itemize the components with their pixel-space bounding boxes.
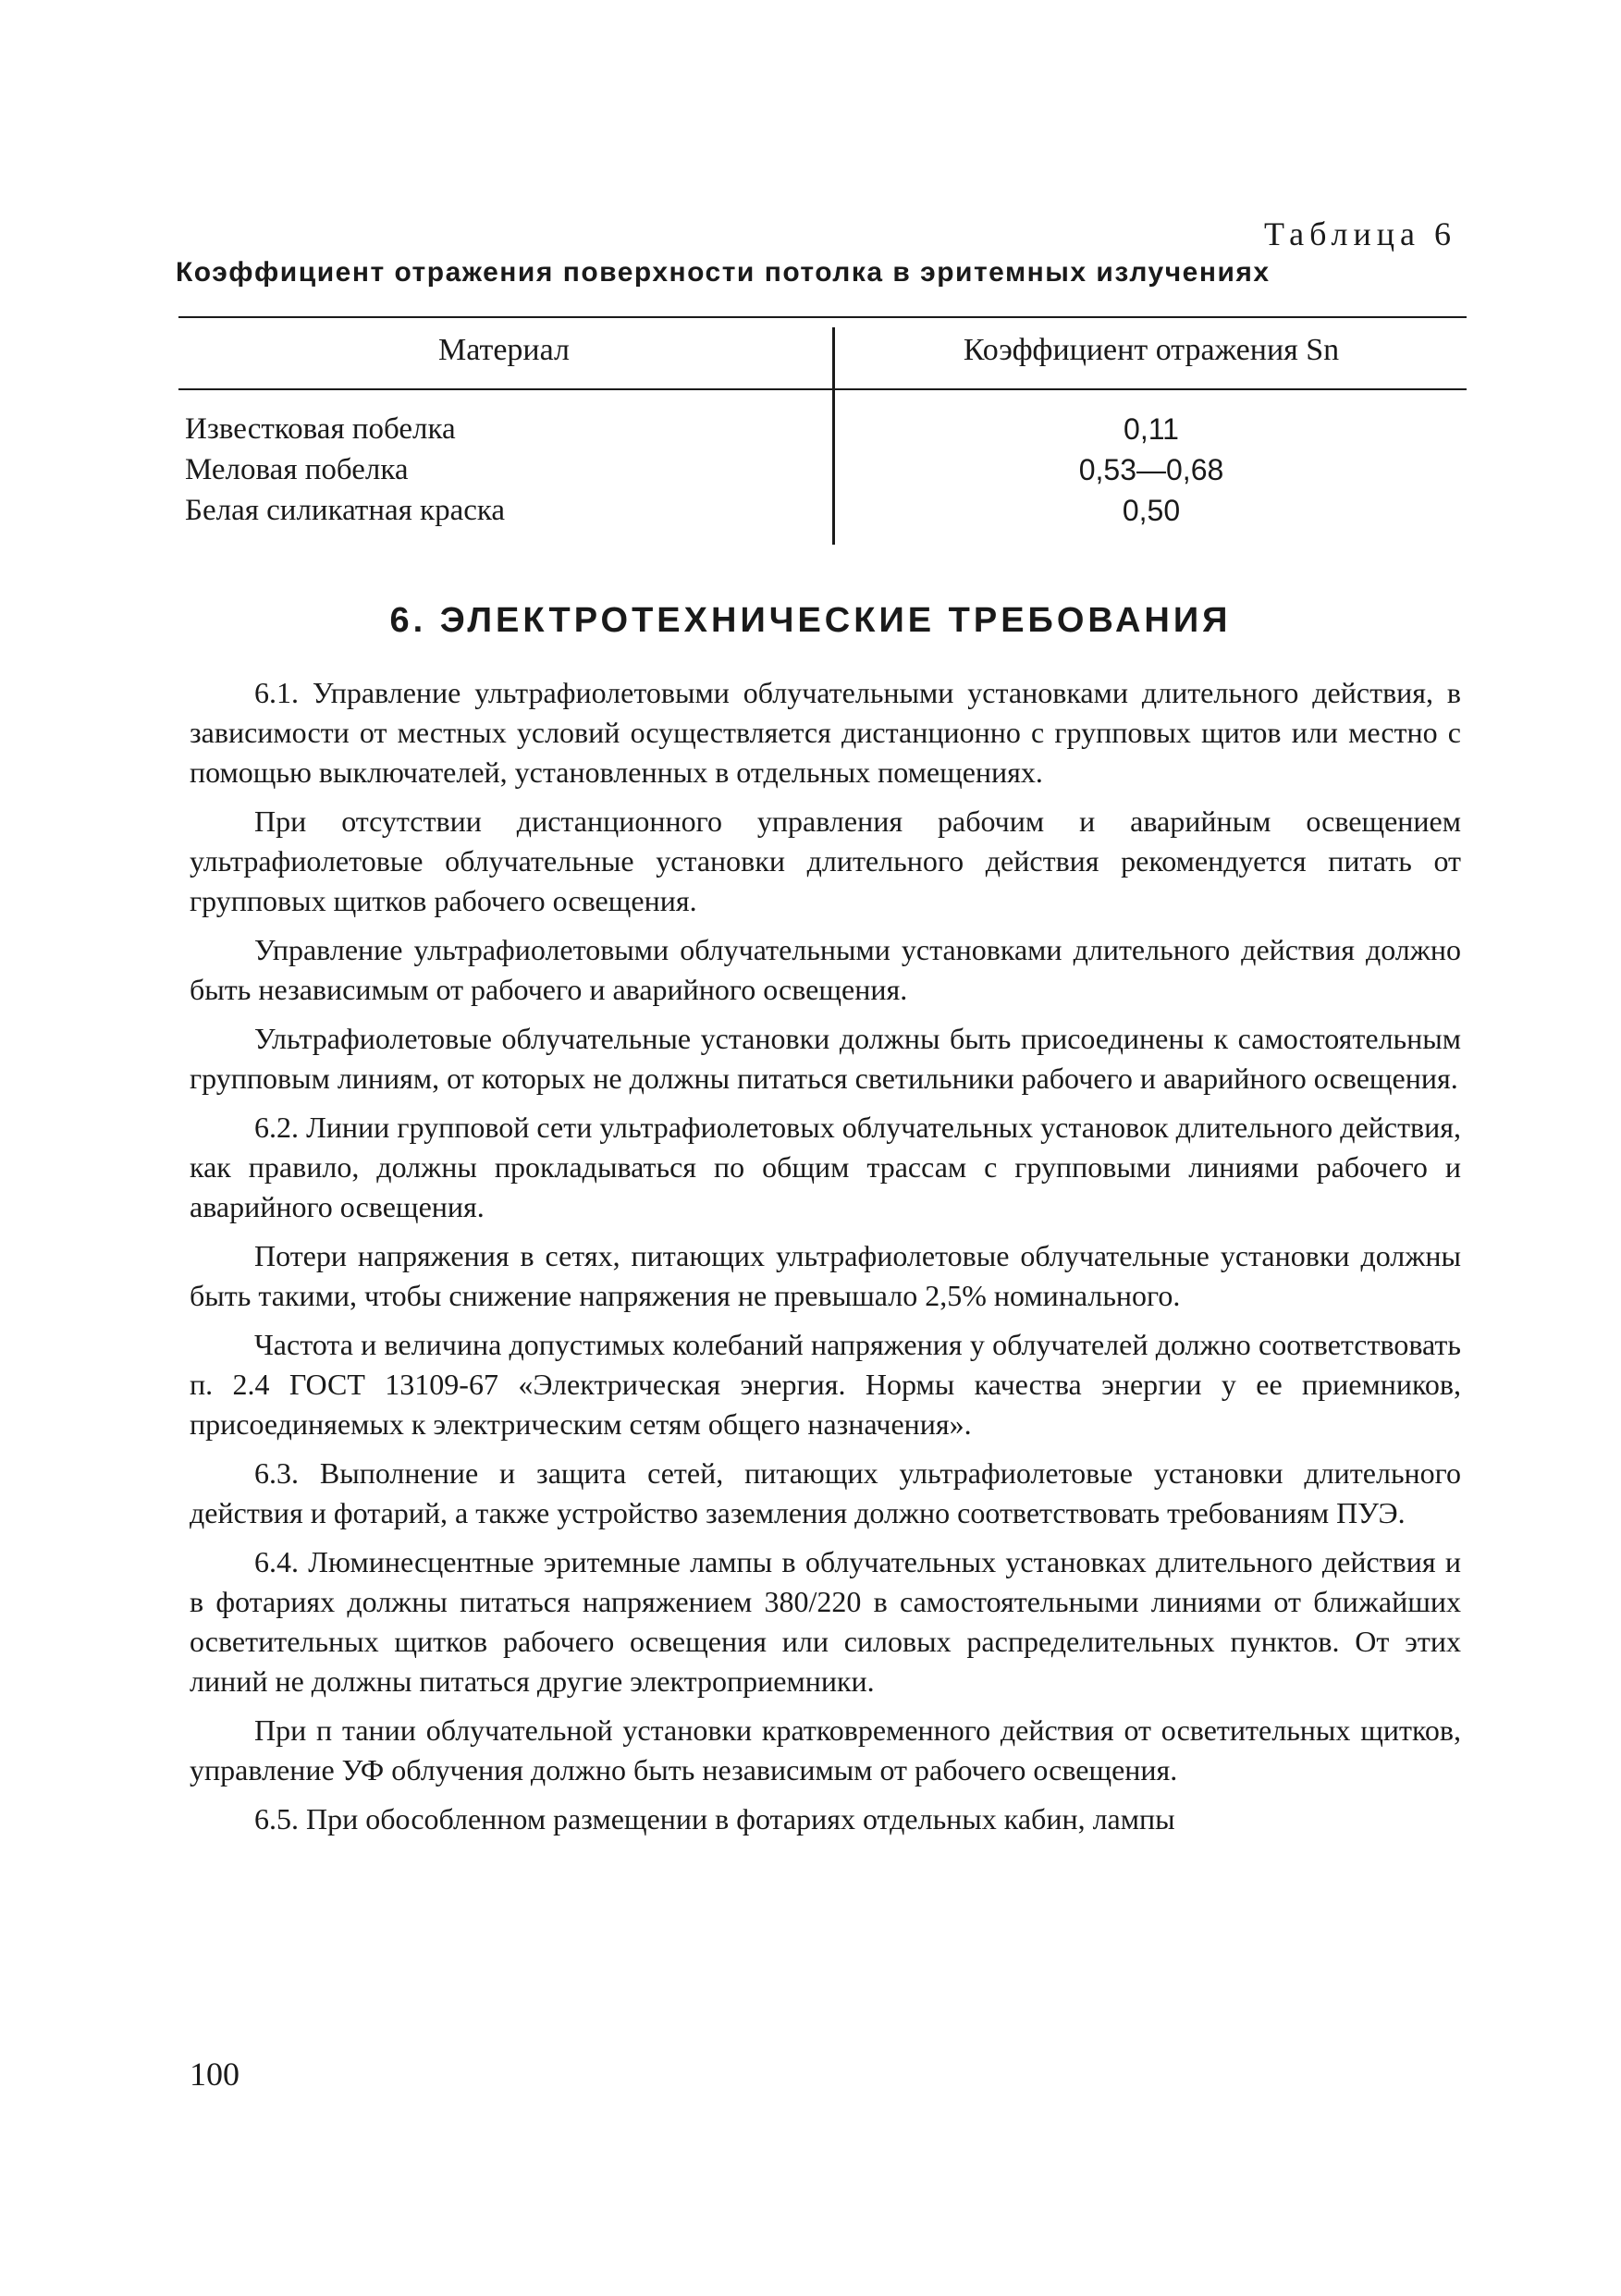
table-row bbox=[0, 412, 1621, 455]
paragraph: Частота и величина допустимых колебаний напряжения у облучателей должно соответствовать п. 2.4 ГОСТ 13109-67 «Электрическая энергия. Нормы качества энергии у ее приемников, присоединяемых к электрическим сетям общего назначения». bbox=[190, 1328, 1461, 1441]
table-cell-material: Белая силикатная краска bbox=[185, 494, 506, 527]
table-cell-coefficient: 0,11 bbox=[1124, 412, 1179, 446]
table-row bbox=[0, 453, 1621, 496]
table-label: Таблица 6 bbox=[1264, 215, 1456, 252]
paragraph: При п тании облучательной установки кратковременного действия от осветительных щитков, управление УФ облучения должно быть независимым от рабочего освещения. bbox=[190, 1713, 1461, 1786]
paragraph: 6.3. Выполнение и защита сетей, питающих ультрафиолетовые установки длительного действия и фотарий, а также устройство заземления должно соответствовать требованиям ПУЭ. bbox=[190, 1456, 1461, 1529]
paragraph: 6.5. При обособленном размещении в фотариях отдельных кабин, лампы bbox=[254, 1802, 1175, 1836]
paragraph: При отсутствии дистанционного управления рабочим и аварийным освещением ультрафиолетовые облучательные установки длительного действия рекомендуется питать от групповых щитков рабочего освещения. bbox=[190, 804, 1461, 917]
table-cell-coefficient: 0,53—0,68 bbox=[1078, 453, 1224, 486]
section-body bbox=[190, 673, 1461, 1848]
paragraph: 6.1. Управление ультрафиолетовыми облучательными установками длительного действия, в зависимости от местных условий осуществляется дистанционно с групповых щитов или местно с помощью выключателей, установленных в отдельных помещениях. bbox=[190, 676, 1461, 789]
table-header-coefficient: Коэффициент отражения Sn bbox=[963, 333, 1340, 367]
section-heading: 6. ЭЛЕКТРОТЕХНИЧЕСКИЕ ТРЕБОВАНИЯ bbox=[389, 601, 1232, 640]
table-cell-material: Известковая побелка bbox=[185, 412, 456, 446]
table-cell-coefficient: 0,50 bbox=[1122, 494, 1181, 527]
table-header-rule bbox=[178, 388, 1467, 390]
paragraph: 6.2. Линии групповой сети ультрафиолетовых облучательных установок длительного действия, как правило, должны прокладываться по общим трассам с групповыми линиями рабочего и аварийного освещения. bbox=[190, 1111, 1461, 1223]
page-number: 100 bbox=[190, 2056, 239, 2093]
table-header-material: Материал bbox=[438, 333, 570, 367]
paragraph: 6.4. Люминесцентные эритемные лампы в облучательных установках длительного действия и в фотариях должны питаться напряжением 380/220 в самостоятельными линиями от ближайших осветительных щитков рабочего освещения или силовых распределительных пунктов. От этих линий не должны питаться другие электроприемники. bbox=[190, 1545, 1461, 1698]
table-row bbox=[0, 494, 1621, 536]
table-title: Коэффициент отражения поверхности потолка в эритемных излучениях bbox=[176, 257, 1271, 288]
paragraph: Ультрафиолетовые облучательные установки должны быть присоединены к самостоятельным групповым линиям, от которых не должны питаться светильники рабочего и аварийного освещения. bbox=[190, 1022, 1461, 1095]
table-top-rule bbox=[178, 316, 1467, 318]
table-cell-material: Меловая побелка bbox=[185, 453, 409, 486]
paragraph: Потери напряжения в сетях, питающих ультрафиолетовые облучательные установки должны быть такими, чтобы снижение напряжения не превышало 2,5% номинального. bbox=[190, 1239, 1461, 1312]
paragraph: Управление ультрафиолетовыми облучательными установками длительного действия должно быть независимым от рабочего и аварийного освещения. bbox=[190, 933, 1461, 1006]
